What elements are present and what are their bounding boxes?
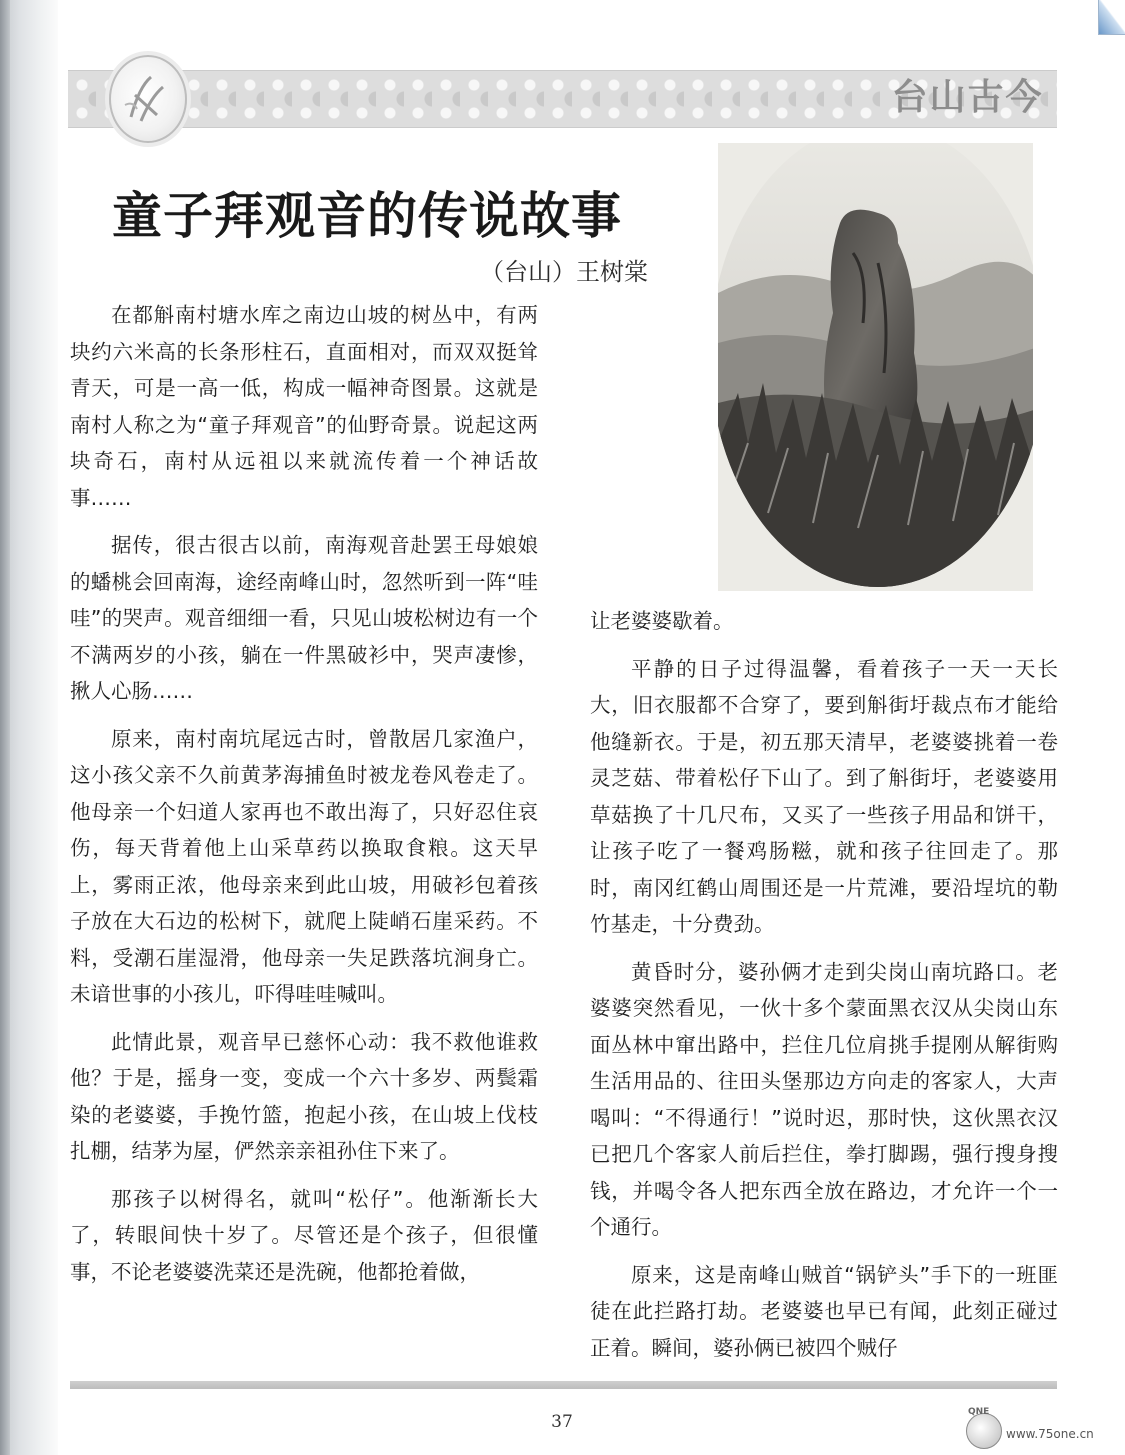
watermark-logo: QNE — [968, 1407, 990, 1417]
seal-emblem-icon — [109, 55, 187, 143]
page-number: 37 — [551, 1412, 573, 1432]
rock-photo — [718, 143, 1033, 591]
paragraph: 原来，南村南坑尾远古时，曾散居几家渔户，这小孩父亲不久前黄茅海捕鱼时被龙卷风卷走了。他母亲一个妇道人家再也不敢出海了，只好忍住哀伤，每天背着他上山采草药以换取食粮。这天早上，雾雨正浓，他母亲来到此山坡，用破衫包着孩子放在大石边的松树下，就爬上陡峭石崖采药。不料，受潮石崖湿滑，他母亲一失足跌落坑涧身亡。未谙世事的小孩儿，吓得哇哇喊叫。 — [70, 726, 538, 1006]
right-column — [590, 603, 1058, 1377]
article-byline: （台山）王树棠 — [480, 258, 648, 286]
left-column — [70, 297, 538, 1301]
paragraph-continued: 让老婆婆歇着。 — [590, 609, 734, 633]
paragraph: 在都斛南村塘水库之南边山坡的树丛中，有两块约六米高的长条形柱石，直面相对，而双双挺耸青天，可是一高一低，构成一幅神奇图景。这就是南村人称之为“童子拜观音”的仙野奇景。说起这两块奇石，南村从远祖以来就流传着一个神话故事…… — [70, 303, 538, 510]
footer-rule — [70, 1381, 1057, 1389]
paragraph: 原来，这是南峰山贼首“锅铲头”手下的一班匪徒在此拦路打劫。老婆婆也早已有闻，此刻正碰过正着。瞬间，婆孙俩已被四个贼仔 — [590, 1262, 1058, 1360]
paragraph: 据传，很古很古以前，南海观音赴罢王母娘娘的蟠桃会回南海，途经南峰山时，忽然听到一阵“哇哇”的哭声。观音细细一看，只见山坡松树边有一个不满两岁的小孩，躺在一件黑破衫中，哭声凄惨，揪人心肠…… — [70, 533, 538, 703]
binding-edge — [0, 0, 10, 1455]
article-title: 童子拜观音的传说故事 — [112, 186, 622, 245]
watermark-url: www.75one.cn — [1006, 1427, 1094, 1441]
paragraph: 平静的日子过得温馨，看着孩子一天一天长大，旧衣服都不合穿了，要到斛街圩裁点布才能给他缝新衣。于是，初五那天清早，老婆婆挑着一卷灵芝菇、带着松仔下山了。到了斛街圩，老婆婆用草菇换了十几尺布，又买了一些孩子用品和饼干，让孩子吃了一餐鸡肠糍，就和孩子往回走了。那时，南冈红鹤山周围还是一片荒滩，要沿埕坑的勒竹基走，十分费劲。 — [590, 656, 1058, 936]
page-corner-fold[interactable] — [1098, 0, 1125, 35]
section-label: 台山古今 — [891, 77, 1044, 118]
paragraph: 那孩子以树得名，就叫“松仔”。他渐渐长大了，转眼间快十岁了。尽管还是个孩子，但很懂事，不论老婆婆洗菜还是洗碗，他都抢着做， — [70, 1186, 538, 1284]
paragraph: 此情此景，观音早已慈怀心动：我不救他谁救他？于是，摇身一变，变成一个六十多岁、两鬓霜染的老婆婆，手挽竹篮，抱起小孩，在山坡上伐枝扎棚，结茅为屋，俨然亲亲祖孙住下来了。 — [70, 1029, 538, 1163]
site-watermark — [960, 1407, 1125, 1451]
globe-icon — [966, 1413, 1002, 1449]
paragraph: 黄昏时分，婆孙俩才走到尖岗山南坑路口。老婆婆突然看见，一伙十多个蒙面黑衣汉从尖岗山东面丛林中窜出路中，拦住几位肩挑手提刚从解街购生活用品的、往田头堡那边方向走的客家人，大声喝叫：“不得通行！”说时迟，那时快，这伙黑衣汉已把几个客家人前后拦住，拳打脚踢，强行搜身搜钱，并喝令各人把东西全放在路边，才允许一个一个通行。 — [590, 959, 1058, 1239]
